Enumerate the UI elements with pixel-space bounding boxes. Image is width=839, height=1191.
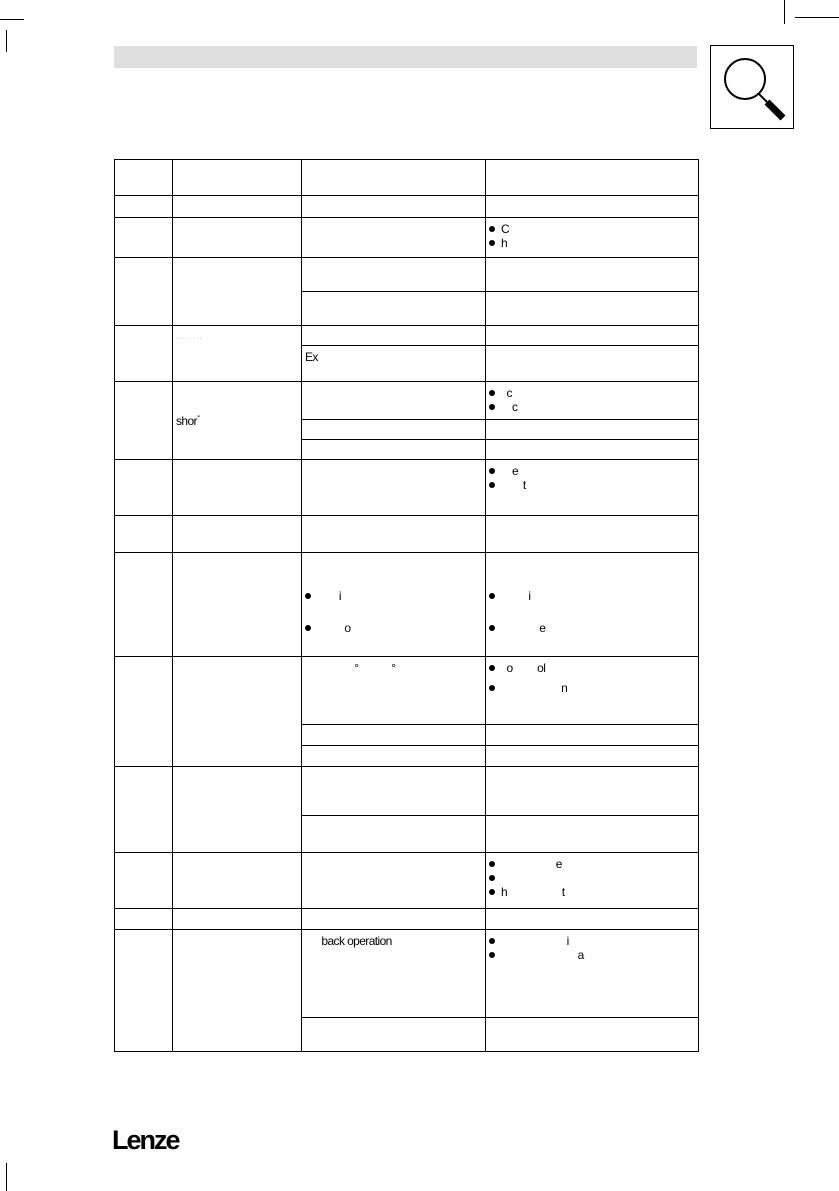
table-cell — [173, 853, 302, 909]
bullet-icon — [489, 665, 495, 671]
bullet-item: n — [489, 681, 695, 695]
crop-mark — [795, 17, 839, 18]
table-cell — [115, 460, 173, 516]
table-cell — [115, 382, 173, 460]
section-header-bar — [114, 46, 697, 68]
table-row — [115, 218, 699, 258]
troubleshooting-table — [114, 159, 699, 1052]
bullet-icon — [489, 593, 495, 599]
bullet-icon — [489, 861, 495, 867]
table-cell — [486, 160, 699, 196]
bullet-icon — [489, 468, 495, 474]
table-cell — [302, 909, 486, 930]
bullet-icon — [489, 390, 495, 396]
table-row — [115, 460, 699, 516]
table-cell — [302, 218, 486, 258]
table-cell: shor- — [173, 382, 302, 460]
bullet-icon — [489, 240, 495, 246]
table-cell — [486, 767, 699, 816]
table-cell — [486, 909, 699, 930]
table-row — [115, 657, 699, 725]
table-cell — [302, 853, 486, 909]
table-cell — [486, 553, 699, 657]
table-cell — [486, 292, 699, 326]
crop-mark — [784, 0, 785, 24]
table-cell — [486, 346, 699, 382]
table-row — [115, 909, 699, 930]
bullet-item: a — [489, 948, 695, 962]
table-cell — [115, 218, 173, 258]
bullet-item: o — [305, 621, 482, 635]
table-cell — [302, 516, 486, 553]
bullet-icon — [305, 593, 311, 599]
table-cell — [486, 440, 699, 460]
bullet-item — [489, 871, 695, 885]
table-cell — [115, 196, 173, 218]
table-cell — [115, 657, 173, 767]
table-row — [115, 930, 699, 1018]
bullet-item: h t — [489, 885, 695, 899]
bullet-icon — [305, 625, 311, 631]
table-cell — [486, 218, 699, 258]
bullet-item: i — [305, 589, 482, 603]
table-cell — [486, 196, 699, 218]
table-cell — [115, 853, 173, 909]
table-cell — [302, 553, 486, 657]
table-cell — [302, 816, 486, 853]
bullet-item: e — [489, 857, 695, 871]
table-cell — [115, 553, 173, 657]
bullet-item: t — [489, 478, 695, 492]
table-cell — [302, 746, 486, 767]
table-cell — [173, 657, 302, 767]
table-cell — [115, 516, 173, 553]
table-cell — [486, 816, 699, 853]
table-cell — [302, 725, 486, 746]
bullet-icon — [489, 938, 495, 944]
bullet-icon — [489, 226, 495, 232]
bullet-item: i — [489, 934, 695, 948]
table-cell: Ex — [302, 346, 486, 382]
table-cell — [115, 930, 173, 1052]
table-cell — [173, 160, 302, 196]
bullet-item: o ol — [489, 661, 695, 675]
table-row — [115, 853, 699, 909]
table-cell — [302, 420, 486, 440]
table-cell — [173, 326, 302, 382]
table-cell — [486, 516, 699, 553]
faint-text: ·· ·· ··· — [176, 333, 202, 343]
table-cell — [486, 420, 699, 440]
table-row — [115, 767, 699, 816]
crop-mark — [6, 1163, 7, 1191]
bullet-icon — [489, 625, 495, 631]
bullet-item: e — [489, 464, 695, 478]
crop-mark — [6, 30, 7, 52]
bullet-item: e — [489, 621, 695, 635]
table-cell — [486, 258, 699, 292]
table-cell: ° ° — [302, 657, 486, 725]
table-cell — [302, 767, 486, 816]
crop-mark — [0, 19, 24, 20]
bullet-icon — [489, 875, 495, 881]
table-cell — [486, 382, 699, 420]
table-cell — [486, 746, 699, 767]
table-cell — [173, 218, 302, 258]
table-row — [115, 553, 699, 657]
table-row — [115, 258, 699, 292]
table-cell — [302, 326, 486, 346]
table-cell — [115, 909, 173, 930]
table-row — [115, 382, 699, 420]
table-cell — [302, 292, 486, 326]
bullet-icon — [489, 482, 495, 488]
table-cell: back operation — [302, 930, 486, 1018]
table-cell — [486, 460, 699, 516]
bullet-icon — [489, 685, 495, 691]
bullet-item: i — [489, 589, 695, 603]
table-cell — [302, 440, 486, 460]
table-cell — [173, 767, 302, 853]
magnifier-icon — [710, 45, 794, 129]
table-cell — [115, 160, 173, 196]
table-cell — [173, 930, 302, 1052]
table-cell — [486, 1018, 699, 1052]
table-cell — [173, 196, 302, 218]
table-row — [115, 196, 699, 218]
table-row — [115, 160, 699, 196]
table-cell — [486, 725, 699, 746]
table-cell — [173, 553, 302, 657]
bullet-item: h — [489, 236, 695, 250]
table-cell — [173, 460, 302, 516]
table-cell — [486, 853, 699, 909]
table-cell — [173, 258, 302, 326]
table-cell — [302, 1018, 486, 1052]
bullet-icon — [489, 952, 495, 958]
table-cell — [115, 258, 173, 326]
table-cell — [115, 767, 173, 853]
table-cell — [302, 460, 486, 516]
lenze-logo: Lenze — [112, 1125, 179, 1155]
table-cell — [173, 909, 302, 930]
bullet-item: c — [489, 386, 695, 400]
table-cell — [173, 516, 302, 553]
table-cell — [486, 657, 699, 725]
table-cell — [486, 326, 699, 346]
table-cell — [302, 160, 486, 196]
table-row — [115, 326, 699, 346]
table-row — [115, 516, 699, 553]
table-cell — [302, 196, 486, 218]
bullet-icon — [489, 889, 495, 895]
bullet-item: C — [489, 222, 695, 236]
table-cell — [302, 258, 486, 292]
table-cell — [302, 382, 486, 420]
table-cell — [486, 930, 699, 1018]
bullet-icon — [489, 404, 495, 410]
bullet-item: c — [489, 400, 695, 414]
table-cell — [115, 326, 173, 382]
